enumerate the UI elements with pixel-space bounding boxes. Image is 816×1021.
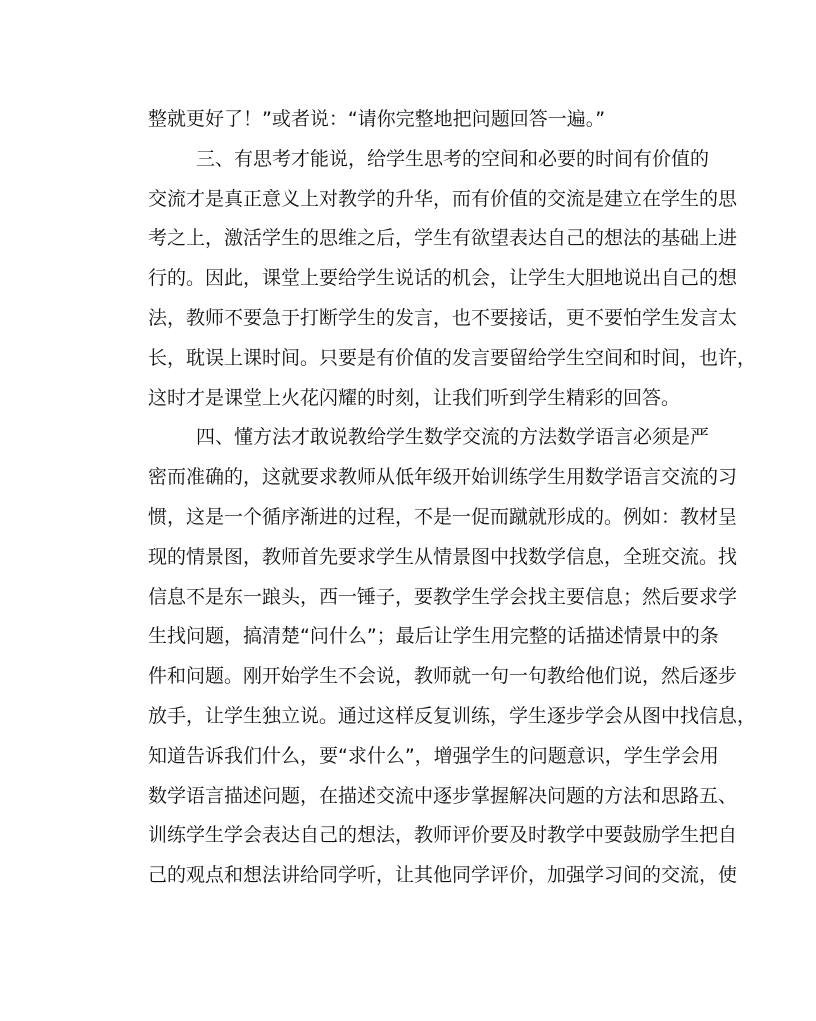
text-line: 交流才是真正意义上对教学的升华，而有价值的交流是建立在学生的思 xyxy=(148,187,738,210)
text-line: 这时才是课堂上火花闪耀的时刻，让我们听到学生精彩的回答。 xyxy=(148,386,681,409)
text-line: 放手，让学生独立说。通过这样反复训练，学生逐步学会从图中找信息， xyxy=(148,704,757,727)
text-line: 考之上，激活学生的思维之后，学生有欲望表达自己的想法的基础上进 xyxy=(148,227,738,250)
text-line: 训练学生学会表达自己的想法，教师评价要及时教学中要鼓励学生把自 xyxy=(148,824,738,847)
section-3-heading-line: 三、有思考才能说，给学生思考的空间和必要的时间有价值的 xyxy=(196,147,710,170)
text-line: 现的情景图，教师首先要求学生从情景图中找数学信息，全班交流。找 xyxy=(148,545,738,568)
text-line: 信息不是东一踉头，西一锤子，要教学生学会找主要信息；然后要求学 xyxy=(148,585,738,608)
text-line: 知道告诉我们什么，要“求什么”，增强学生的问题意识，学生学会用 xyxy=(148,744,719,767)
text-line: 行的。因此，课堂上要给学生说话的机会，让学生大胆地说出自己的想 xyxy=(148,267,738,290)
section-4-heading-line: 四、懂方法才敢说教给学生数学交流的方法数学语言必须是严 xyxy=(196,426,710,449)
text-line: 数学语言描述问题，在描述交流中逐步掌握解决问题的方法和思路五、 xyxy=(148,784,738,807)
text-line: 长，耽误上课时间。只要是有价值的发言要留给学生空间和时间，也许， xyxy=(148,346,757,369)
text-line: 生找问题，搞清楚“问什么”；最后让学生用完整的话描述情景中的条 xyxy=(148,625,719,648)
text-line: 法，教师不要急于打断学生的发言，也不要接话，更不要怕学生发言太 xyxy=(148,306,738,329)
text-line: 惯，这是一个循序渐进的过程，不是一促而蹴就形成的。例如：教材呈 xyxy=(148,505,738,528)
body-text xyxy=(148,104,757,900)
text-line: 件和问题。刚开始学生不会说，教师就一句一句教给他们说，然后逐步 xyxy=(148,665,738,688)
text-line: 密而准确的，这就要求教师从低年级开始训练学生用数学语言交流的习 xyxy=(148,466,738,489)
text-line: 整就更好了！”或者说：“请你完整地把问题回答一遍。” xyxy=(148,108,606,130)
text-line: 己的观点和想法讲给同学听，让其他同学评价，加强学习间的交流，使 xyxy=(148,864,738,887)
